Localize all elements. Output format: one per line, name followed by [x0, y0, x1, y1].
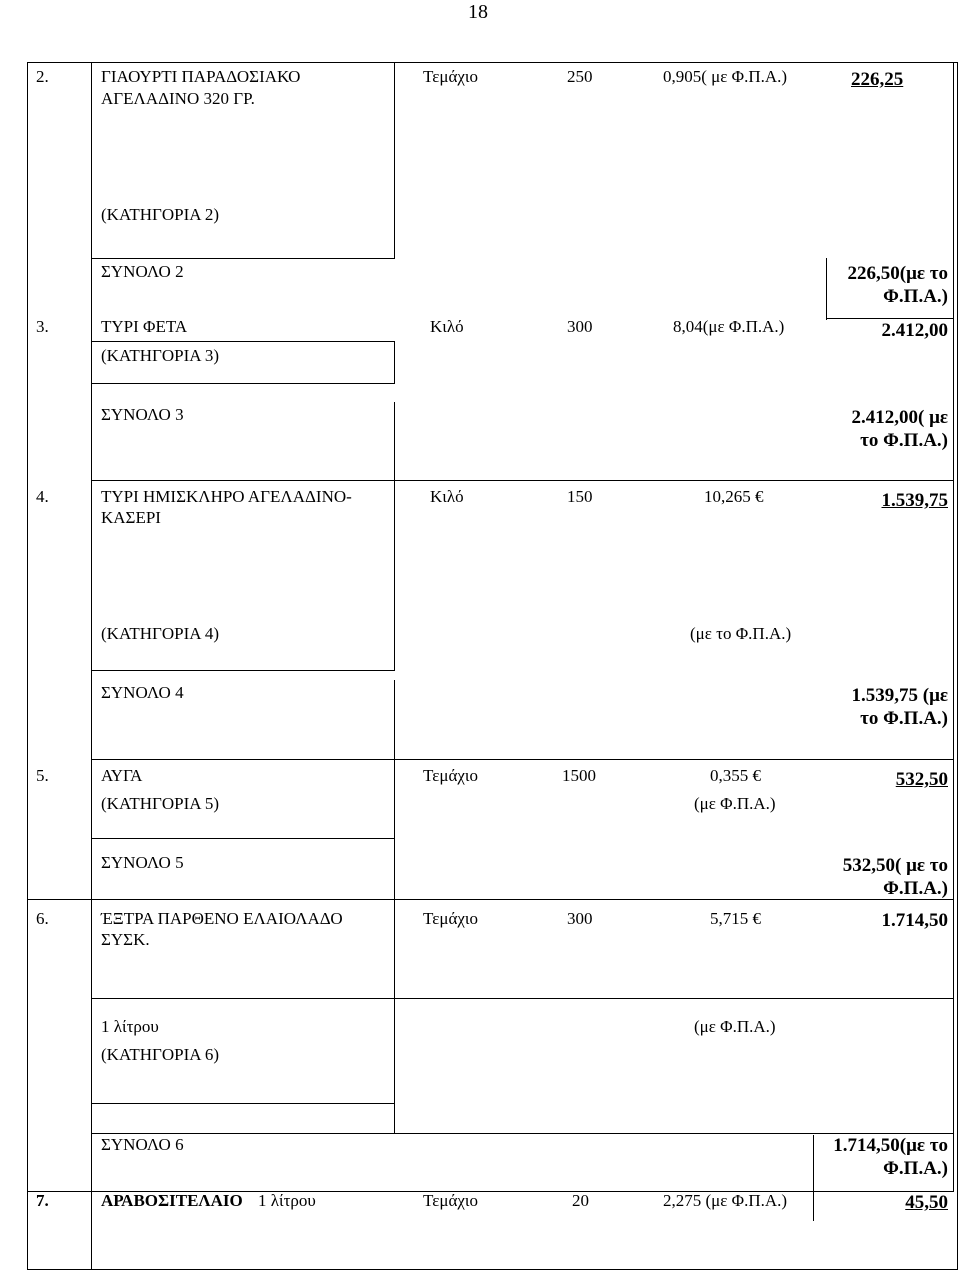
item-total: 45,50 [905, 1192, 948, 1213]
subtotal-value: 2.412,00( με [851, 407, 948, 428]
item-quantity: 1500 [562, 766, 596, 785]
subtotal-value: 1.714,50(με το [833, 1135, 948, 1156]
item-description: ΈΞΤΡΑ ΠΑΡΘΕΝΟ ΕΛΑΙΟΛΑΔΟ [101, 909, 343, 928]
category-label: (ΚΑΤΗΓΟΡΙΑ 4) [101, 624, 219, 643]
category-label: (ΚΑΤΗΓΟΡΙΑ 6) [101, 1045, 219, 1064]
item-unit: Τεμάχιο [423, 766, 478, 785]
item-number: 6. [36, 909, 49, 928]
item-description: ΑΥΓΑ [101, 766, 143, 785]
item-description: ΤΥΡΙ ΗΜΙΣΚΛΗΡΟ ΑΓΕΛΑΔΙΝΟ- [101, 487, 352, 506]
item-total: 226,25 [851, 69, 904, 90]
category-label: (ΚΑΤΗΓΟΡΙΑ 5) [101, 794, 219, 813]
subtotal-label: ΣΥΝΟΛΟ 5 [101, 853, 184, 872]
item-quantity: 20 [572, 1191, 589, 1210]
item-number: 5. [36, 766, 49, 785]
subtotal-value: 226,50(με το [847, 263, 948, 284]
item-price: 8,04(με Φ.Π.Α.) [673, 317, 785, 336]
subtotal-label: ΣΥΝΟΛΟ 6 [101, 1135, 184, 1154]
item-size: 1 λίτρου [101, 1017, 159, 1036]
item-description-line2: ΑΓΕΛΑΔΙΝΟ 320 ΓΡ. [101, 89, 255, 108]
item-quantity: 300 [567, 317, 593, 336]
item-description-line2: ΚΑΣΕΡΙ [101, 508, 161, 527]
subtotal-value-line2: Φ.Π.Α.) [883, 286, 948, 307]
subtotal-label: ΣΥΝΟΛΟ 3 [101, 405, 184, 424]
item-number: 3. [36, 317, 49, 336]
item-price: 10,265 € [704, 487, 764, 506]
page-number: 18 [468, 1, 488, 23]
item-total: 2.412,00 [881, 320, 948, 341]
item-price-vat: (με Φ.Π.Α.) [694, 794, 776, 813]
subtotal-value-line2: το Φ.Π.Α.) [860, 430, 948, 451]
subtotal-label: ΣΥΝΟΛΟ 2 [101, 262, 184, 281]
item-unit: Κιλό [430, 317, 464, 336]
item-unit: Τεμάχιο [423, 67, 478, 86]
item-number: 7. [36, 1191, 49, 1210]
item-description: ΑΡΑΒΟΣΙΤΕΛΑΙΟ [101, 1191, 243, 1210]
category-label: (ΚΑΤΗΓΟΡΙΑ 3) [101, 346, 219, 365]
item-price-vat: (με το Φ.Π.Α.) [690, 624, 792, 643]
subtotal-value-line2: το Φ.Π.Α.) [860, 708, 948, 729]
item-size: 1 λίτρου [258, 1191, 316, 1210]
item-number: 2. [36, 67, 49, 86]
item-quantity: 150 [567, 487, 593, 506]
item-total: 1.539,75 [881, 490, 948, 511]
item-price-vat: (με Φ.Π.Α.) [694, 1017, 776, 1036]
subtotal-value-line2: Φ.Π.Α.) [883, 1158, 948, 1179]
item-total: 532,50 [895, 769, 948, 790]
item-number: 4. [36, 487, 49, 506]
item-price: 0,355 € [710, 766, 761, 785]
item-description-line2: ΣΥΣΚ. [101, 930, 150, 949]
subtotal-value: 532,50( με το [842, 855, 948, 876]
item-unit: Τεμάχιο [423, 1191, 478, 1210]
item-unit: Τεμάχιο [423, 909, 478, 928]
item-price: 0,905( με Φ.Π.Α.) [663, 67, 788, 86]
item-description: ΓΙΑΟΥΡΤΙ ΠΑΡΑΔΟΣΙΑΚΟ [101, 67, 301, 86]
item-quantity: 250 [567, 67, 593, 86]
category-label: (ΚΑΤΗΓΟΡΙΑ 2) [101, 205, 219, 224]
subtotal-value: 1.539,75 (με [851, 685, 948, 706]
item-unit: Κιλό [430, 487, 464, 506]
item-price: 2,275 (με Φ.Π.Α.) [663, 1191, 788, 1210]
item-description: ΤΥΡΙ ΦΕΤΑ [101, 317, 188, 336]
subtotal-value-line2: Φ.Π.Α.) [883, 878, 948, 899]
item-quantity: 300 [567, 909, 593, 928]
item-price: 5,715 € [710, 909, 761, 928]
item-total: 1.714,50 [881, 910, 948, 931]
subtotal-label: ΣΥΝΟΛΟ 4 [101, 683, 184, 702]
